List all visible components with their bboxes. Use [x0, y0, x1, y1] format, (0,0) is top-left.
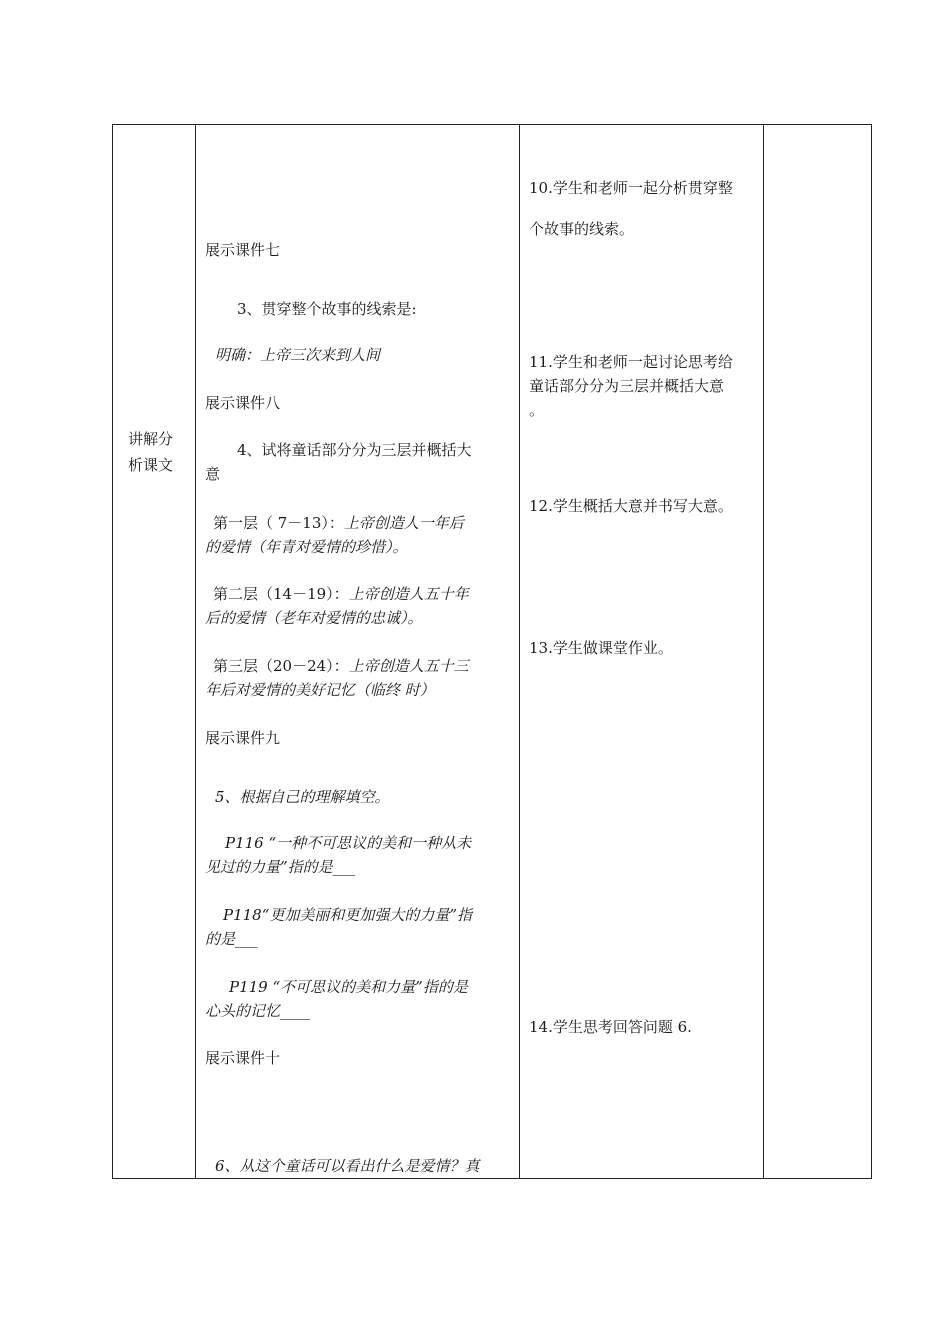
p118-line1: P118“更加美丽和更加强大的力量”指: [223, 906, 473, 924]
show-courseware-7: 展示课件七: [205, 241, 281, 259]
p116-line1: P116 “一种不可思议的美和一种从未: [225, 834, 472, 852]
student-13: 13.学生做课堂作业。: [529, 639, 673, 657]
question-6: 6、从这个童话可以看出什么是爱情？真: [215, 1157, 480, 1175]
layer-2-line2: 后的爱情（老年对爱情的忠诚）。: [205, 609, 423, 627]
layer-3-text: 上帝创造人五十三: [348, 657, 469, 675]
p118-line2: 的是___: [205, 930, 258, 948]
student-14: 14.学生思考回答问题 6.: [529, 1018, 692, 1036]
student-11-line1: 11.学生和老师一起讨论思考给: [529, 353, 733, 371]
column-divider-2: [519, 124, 520, 1179]
layer-2-prefix: 第二层（14－19）：: [213, 585, 349, 603]
layer-3-line2: 年后对爱情的美好记忆（临终 时）: [205, 681, 435, 699]
layer-1-line2: 的爱情（年青对爱情的珍惜）。: [205, 538, 408, 556]
question-3: 3、贯穿整个故事的线索是:: [237, 300, 417, 318]
p119-line2: 心头的记忆____: [205, 1002, 311, 1020]
p119-line1: P119 “不可思议的美和力量”指的是: [229, 978, 468, 996]
show-courseware-8: 展示课件八: [205, 394, 281, 412]
column-divider-3: [763, 124, 764, 1179]
show-courseware-10: 展示课件十: [205, 1049, 281, 1067]
table-right-border: [871, 124, 872, 1179]
layer-1-text: 上帝创造人一年后: [343, 514, 464, 532]
p116-line2: 见过的力量”指的是___: [205, 858, 356, 876]
student-12: 12.学生概括大意并书写大意。: [529, 497, 733, 515]
section-label-line2: 析课文: [128, 456, 174, 474]
lesson-table: [112, 124, 872, 1179]
column-divider-1: [195, 124, 196, 1179]
table-left-border: [112, 124, 113, 1179]
student-10-line2: 个故事的线索。: [529, 220, 635, 238]
question-4-line2: 意: [205, 465, 221, 483]
student-11-line2: 童话部分分为三层并概括大意: [529, 377, 725, 395]
layer-2-line1: [213, 582, 469, 606]
layer-3-line1: [213, 654, 469, 678]
layer-1-line1: [213, 511, 464, 535]
table-bottom-border: [112, 1178, 872, 1179]
layer-1-prefix: 第一层（ 7－13）：: [213, 514, 344, 532]
question-4-line1: 4、试将童话部分分为三层并概括大: [237, 441, 472, 459]
section-label-line1: 讲解分: [128, 430, 174, 448]
layer-3-prefix: 第三层（20－24）：: [213, 657, 349, 675]
question-3-answer: 明确：上帝三次来到人间: [215, 346, 381, 364]
student-11-line3: 。: [529, 401, 545, 419]
student-10-line1: 10.学生和老师一起分析贯穿整: [529, 179, 733, 197]
layer-2-text: 上帝创造人五十年: [348, 585, 469, 603]
question-5: 5、根据自己的理解填空。: [215, 788, 390, 806]
show-courseware-9: 展示课件九: [205, 729, 281, 747]
table-top-border: [112, 124, 872, 125]
